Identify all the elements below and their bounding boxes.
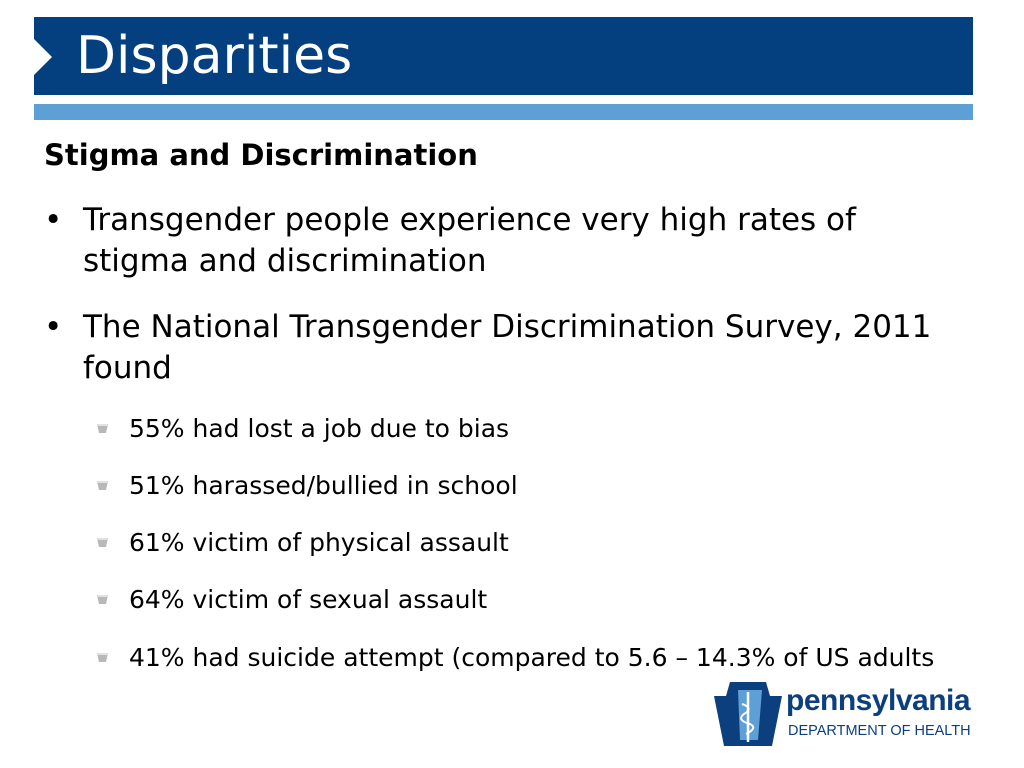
slide-subtitle: Stigma and Discrimination [44, 138, 478, 172]
bullet-item [44, 307, 964, 389]
sub-bullet-text: 61% victim of physical assault [129, 528, 509, 557]
sub-bullet-marker-icon [96, 651, 109, 663]
bullet-dot: • [44, 202, 63, 238]
bullet-text: Transgender people experience very high rates of stigma and discrimination [83, 202, 856, 279]
bullet-item [44, 200, 964, 282]
logo-name: pennsylvania [786, 684, 971, 717]
sub-bullet-marker-icon [96, 593, 109, 605]
sub-bullet-item [96, 583, 986, 617]
sub-bullet-marker-icon [96, 479, 109, 491]
title-bar [34, 17, 973, 95]
pennsylvania-health-logo [714, 682, 976, 748]
sub-bullet-text: 51% harassed/bullied in school [129, 471, 518, 500]
sub-bullet-item [96, 641, 986, 675]
sub-bullet-item [96, 412, 986, 446]
title-notch [34, 39, 52, 75]
sub-bullet-text: 55% had lost a job due to bias [129, 414, 510, 443]
bullet-text: The National Transgender Discrimination Survey, 2011 found [83, 309, 932, 386]
bullet-dot: • [44, 309, 63, 345]
sub-bullet-item [96, 526, 986, 560]
sub-bullet-marker-icon [96, 536, 109, 548]
sub-bullet-item [96, 469, 986, 503]
sub-bullet-text: 41% had suicide attempt (compared to 5.6 – 14.3% of US adults [129, 643, 935, 672]
sub-bullet-text: 64% victim of sexual assault [129, 585, 488, 614]
slide-title: Disparities [76, 26, 353, 86]
sub-bullet-marker-icon [96, 422, 109, 434]
keystone-icon [714, 682, 782, 746]
accent-stripe [34, 104, 973, 120]
logo-department: DEPARTMENT OF HEALTH [788, 723, 971, 739]
